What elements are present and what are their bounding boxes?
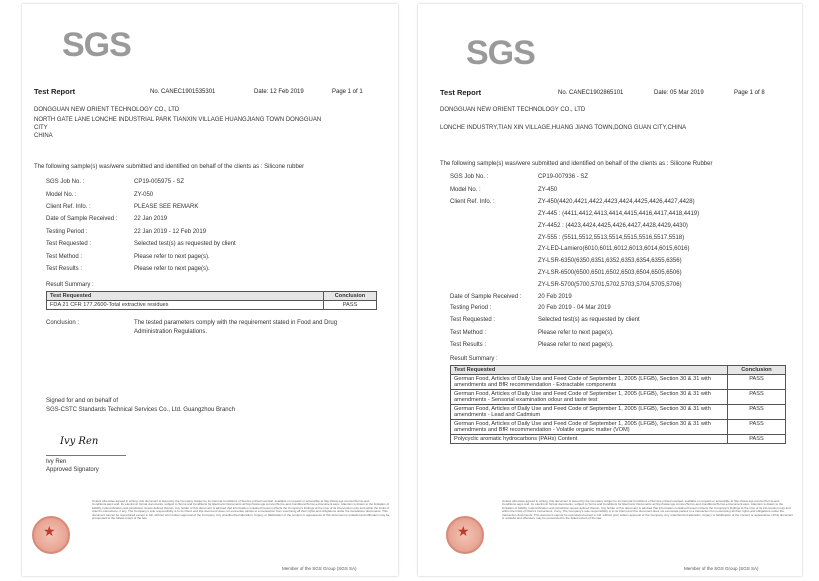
report-page-1 (22, 4, 398, 576)
report-date: Date: 05 Mar 2019 (654, 90, 704, 96)
conclusion-label: Conclusion : (46, 320, 80, 326)
legal-footer: Unless otherwise agreed in writing, this document is issued by the Company subject to its General Conditions of Service printed overleaf, available on request or accessible at http://www.sgs.com/en/Terms-and-Conditions.aspx and, for electronic format documents, subject to Terms and Conditions for Electronic Documents at http://www.sgs.com/en/Terms-and-Conditions/Terms-e-Document.aspx. Attention is drawn to the limitation of liability, indemnification and jurisdiction issues defined therein. Any holder of this document is advised that information contained hereon reflects the Company's findings at the time of its intervention only and within the limits of Client's instructions, if any. The Company's sole responsibility is to its Client and this document does not exonerate parties to a transaction from exercising all their rights and obligations under the transaction documents. This document cannot be reproduced except in full, without prior written approval of the Company. Any unauthorized alteration, forgery or falsification of the content or appearance of this document is unlawful and offenders may be prosecuted to the fullest extent of the law. (92, 500, 390, 521)
table-row (451, 375, 786, 390)
field-value: ZY-050 (134, 192, 154, 198)
field-label: Client Ref. Info. : (450, 199, 495, 205)
table-header: Test Requested (47, 292, 324, 301)
field-value: Selected test(s) as requested by client (538, 317, 640, 323)
field-value: Please refer to next page(s). (134, 254, 210, 260)
result-summary-table (450, 365, 786, 444)
applicant-address: NORTH GATE LANE LONCHE INDUSTRIAL PARK TIANXIN VILLAGE HUANGJIANG TOWN DONGGUAN (34, 117, 322, 123)
page-number: Page 1 of 8 (734, 90, 765, 96)
table-row (451, 435, 786, 444)
table-cell: FDA 21 CFR 177.2600-Total extractive residues (47, 301, 324, 310)
field-value: CP19-005975 - SZ (134, 179, 185, 185)
field-value: Please refer to next page(s). (538, 330, 614, 336)
field-label: Test Requested : (450, 317, 496, 323)
sample-intro: The following sample(s) was/were submitted and identified on behalf of the clients as : Silicone rubber (34, 164, 305, 170)
signed-for: Signed for and on behalf of (46, 398, 119, 404)
table-row (451, 420, 786, 435)
conclusion-text: Administration Regulations. (134, 329, 208, 335)
table-header-row (47, 292, 377, 301)
conclusion-text: The tested parameters comply with the requirement stated in Food and Drug (134, 320, 338, 326)
report-title: Test Report (34, 87, 76, 96)
star-icon: ★ (457, 523, 470, 539)
table-header: Conclusion (728, 366, 786, 375)
field-value: 22 Jan 2019 (134, 216, 168, 222)
signer-name: Ivy Ren (46, 459, 67, 465)
report-title: Test Report (440, 88, 482, 97)
field-value: 20 Feb 2019 (538, 294, 572, 300)
sample-intro: The following sample(s) was/were submitted and identified on behalf of the clients as : Silicone Rubber (440, 161, 713, 167)
signed-org: SGS-CSTC Standards Technical Services Co., Ltd. Guangzhou Branch (46, 407, 235, 413)
applicant-name: DONGGUAN NEW ORIENT TECHNOLOGY CO., LTD (440, 107, 586, 113)
table-cell: PASS (728, 435, 786, 444)
table-cell: PASS (324, 301, 377, 310)
report-date: Date: 12 Feb 2019 (254, 89, 304, 95)
field-value: 22 Jan 2019 - 12 Feb 2019 (134, 229, 207, 235)
sgs-logo: SGS (62, 26, 131, 64)
result-summary-label: Result Summary : (46, 282, 94, 288)
signature: Ivy Ren (60, 436, 99, 447)
signer-title: Approved Signatory (46, 467, 99, 473)
report-page-2 (418, 4, 802, 576)
table-row (451, 405, 786, 420)
star-icon: ★ (43, 523, 56, 539)
field-label: Test Requested : (46, 241, 92, 247)
table-cell: PASS (728, 375, 786, 390)
applicant-address: LONCHE INDUSTRY,TIAN XIN VILLAGE,HUANG JIANG TOWN,DONG GUAN CITY,CHINA (440, 125, 687, 131)
field-value: ZY-LED-Lamiero(6010,6011,6012,6013,6014,6015,6016) (538, 246, 690, 252)
result-summary-label: Result Summary : (450, 356, 498, 362)
field-label: Test Method : (450, 330, 487, 336)
field-value: Please refer to next page(s). (134, 266, 210, 272)
field-value: ZY-555 : (5511,5512,5513,5514,5515,5516,5517,5518) (538, 235, 685, 241)
field-value: PLEASE SEE REMARK (134, 204, 199, 210)
table-cell: German Food, Articles of Daily Use and Feed Code of September 1, 2005 (LFGB), Section 30 & 31 with amendments - Lead and Cadmium (451, 405, 728, 420)
table-cell: PASS (728, 390, 786, 405)
table-cell: German Food, Articles of Daily Use and Feed Code of September 1, 2005 (LFGB), Section 30 & 31 with amendments and BfR recommendation - Volatile organic matter (VOM) (451, 420, 728, 435)
field-label: SGS Job No. : (450, 174, 489, 180)
field-label: Test Results : (46, 266, 83, 272)
field-label: Client Ref. Info. : (46, 204, 91, 210)
applicant-address-country: CHINA (34, 133, 53, 139)
field-value: ZY-LSR-6500(6500,6501,6502,6503,6504,6505,6506) (538, 270, 682, 276)
field-label: Testing Period : (46, 229, 88, 235)
table-cell: German Food, Articles of Daily Use and Feed Code of September 1, 2005 (LFGB), Section 30 & 31 with amendments and BfR recommendation - Extractable components (451, 375, 728, 390)
field-value: Selected test(s) as requested by client (134, 241, 236, 247)
field-value: ZY-4452 : (4423,4424,4425,4426,4427,4428,4429,4430) (538, 223, 688, 229)
applicant-address-city: CITY (34, 125, 48, 131)
field-value: ZY-445 : (4411,4412,4413,4414,4415,4416,4417,4418,4419) (538, 211, 700, 217)
table-cell: Polycyclic aromatic hydrocarbons (PAHs) Content (451, 435, 728, 444)
field-value: Please refer to next page(s). (538, 342, 614, 348)
field-value: ZY-LSR-6350(6350,6351,6352,6353,6354,6355,6356) (538, 258, 682, 264)
page-number: Page 1 of 1 (332, 89, 363, 95)
report-number: No. CANEC1902865101 (558, 90, 624, 96)
table-cell: PASS (728, 420, 786, 435)
sgs-logo: SGS (466, 34, 535, 72)
field-label: Date of Sample Received : (450, 294, 522, 300)
field-value: ZY-450(4420,4421,4422,4423,4424,4425,4426,4427,4428) (538, 199, 695, 205)
field-value: ZY-450 (538, 187, 558, 193)
field-label: SGS Job No. : (46, 179, 85, 185)
field-label: Date of Sample Received : (46, 216, 118, 222)
table-header: Test Requested (451, 366, 728, 375)
sgs-seal-stamp (32, 516, 70, 554)
applicant-name: DONGGUAN NEW ORIENT TECHNOLOGY CO., LTD (34, 107, 180, 113)
signature-line (46, 455, 126, 456)
table-header-row (451, 366, 786, 375)
field-label: Model No. : (450, 187, 481, 193)
field-label: Test Results : (450, 342, 487, 348)
table-row (451, 390, 786, 405)
legal-footer: Unless otherwise agreed in writing, this document is issued by the Company subject to its General Conditions of Service printed overleaf, available on request or accessible at http://www.sgs.com/en/Terms-and-Conditions.aspx and, for electronic format documents, subject to Terms and Conditions for Electronic Documents at http://www.sgs.com/en/Terms-and-Conditions/Terms-e-Document.aspx. Attention is drawn to the limitation of liability, indemnification and jurisdiction issues defined therein. Any holder of this document is advised that information contained hereon reflects the Company's findings at the time of its intervention only and within the limits of Client's instructions, if any. The Company's sole responsibility is to its Client and this document does not exonerate parties to a transaction from exercising all their rights and obligations under the transaction documents. This document cannot be reproduced except in full, without prior written approval of the Company. Any unauthorized alteration, forgery or falsification of the content or appearance of this document is unlawful and offenders may be prosecuted to the fullest extent of the law. (502, 500, 794, 521)
result-summary-table (46, 291, 377, 310)
field-value: ZY-LSR-5700(5700,5701,5702,5703,5704,5705,5706) (538, 282, 682, 288)
field-label: Testing Period : (450, 305, 492, 311)
field-value: CP19-007936 - SZ (538, 174, 589, 180)
table-header: Conclusion (324, 292, 377, 301)
sgs-seal-stamp (446, 516, 484, 554)
table-cell: PASS (728, 405, 786, 420)
report-number: No. CANEC1901535301 (150, 89, 216, 95)
member-note: Member of the SGS Group (SGS SA) (282, 566, 357, 571)
field-label: Model No. : (46, 192, 77, 198)
table-row (47, 301, 377, 310)
table-cell: German Food, Articles of Daily Use and Feed Code of September 1, 2005 (LFGB), Section 30 & 31 with amendments - Sensorial examination odour and taste test (451, 390, 728, 405)
member-note: Member of the SGS Group (SGS SA) (684, 566, 759, 571)
field-value: 20 Feb 2019 - 04 Mar 2019 (538, 305, 611, 311)
field-label: Test Method : (46, 254, 83, 260)
